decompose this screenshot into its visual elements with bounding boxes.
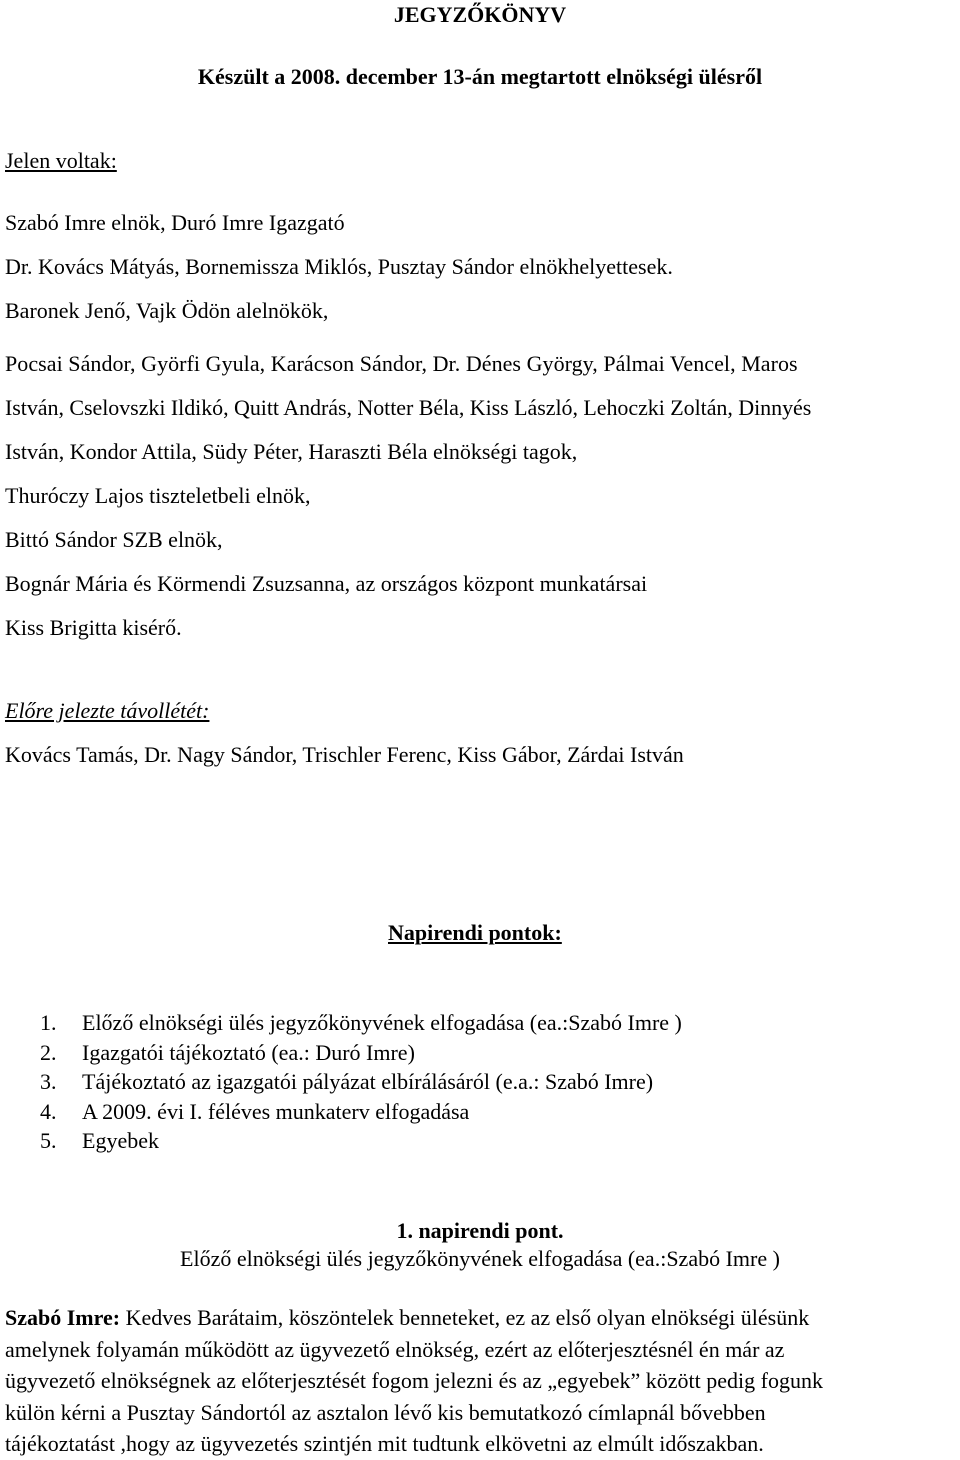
present-line: Thuróczy Lajos tiszteletbeli elnök, xyxy=(5,483,311,508)
present-line: Baronek Jenő, Vajk Ödön alelnökök, xyxy=(5,298,329,323)
agenda-item-text: Egyebek xyxy=(82,1128,159,1153)
agenda-item-number: 5. xyxy=(40,1128,57,1153)
minutes-paragraph xyxy=(5,1302,955,1460)
present-label: Jelen voltak: xyxy=(5,148,117,173)
agenda-point-subtitle: Előző elnökségi ülés jegyzőkönyvének elfogadása (ea.:Szabó Imre ) xyxy=(180,1246,780,1271)
present-line: Pocsai Sándor, Györfi Gyula, Karácson Sándor, Dr. Dénes György, Pálmai Vencel, Maros xyxy=(5,351,798,376)
paragraph-line: külön kérni a Pusztay Sándortól az asztalon lévő kis bemutatkozó címlapnál bővebben xyxy=(5,1399,766,1425)
agenda-item-number: 4. xyxy=(40,1098,57,1124)
paragraph-text: Kedves Barátaim, köszöntelek benneteket, ez az első olyan elnökségi ülésünk xyxy=(120,1305,810,1330)
absent-list: Kovács Tamás, Dr. Nagy Sándor, Trischler Ferenc, Kiss Gábor, Zárdai István xyxy=(5,742,684,767)
agenda-item-number: 1. xyxy=(40,1010,57,1035)
absent-label: Előre jelezte távollétét: xyxy=(5,698,210,723)
agenda-item-text: Igazgatói tájékoztató (ea.: Duró Imre) xyxy=(82,1039,415,1065)
present-line: Bittó Sándor SZB elnök, xyxy=(5,527,223,552)
paragraph-line: tájékoztatást ,hogy az ügyvezetés szintjén mit tudtunk elkövetni az elmúlt időszakban. xyxy=(5,1431,764,1456)
agenda-item xyxy=(40,1067,682,1097)
agenda-item-text: A 2009. évi I. féléves munkaterv elfogadása xyxy=(82,1098,470,1124)
document-subtitle: Készült a 2008. december 13-án megtartott elnökségi ülésről xyxy=(197,64,763,89)
agenda-point-title: 1. napirendi pont. xyxy=(396,1218,564,1243)
paragraph-line: ügyvezető elnökségnek az előterjesztését fogom jelezni és az „egyebek” között pedig fogunk xyxy=(5,1368,823,1393)
present-line: István, Cselovszki Ildikó, Quitt András, Notter Béla, Kiss László, Lehoczki Zoltán, Dinnyés xyxy=(5,395,812,420)
agenda-item-number: 3. xyxy=(40,1069,57,1094)
document-title: JEGYZŐKÖNYV xyxy=(393,2,567,27)
agenda-item xyxy=(40,1008,682,1038)
agenda-item-number: 2. xyxy=(40,1039,57,1065)
speaker-name: Szabó Imre: xyxy=(5,1305,121,1330)
agenda-title: Napirendi pontok: xyxy=(388,920,562,945)
paragraph-line xyxy=(5,1302,955,1334)
agenda-item-text: Előző elnökségi ülés jegyzőkönyvének elfogadása (ea.:Szabó Imre ) xyxy=(82,1010,682,1035)
paragraph-line: amelynek folyamán működött az ügyvezető elnökség, ezért az előterjesztésnél én már az xyxy=(5,1336,785,1362)
agenda-item-text: Tájékoztató az igazgatói pályázat elbírálásáról (e.a.: Szabó Imre) xyxy=(82,1069,654,1094)
agenda-item xyxy=(40,1126,682,1156)
agenda-item xyxy=(40,1097,682,1127)
present-line: Szabó Imre elnök, Duró Imre Igazgató xyxy=(5,210,345,235)
present-line: Bognár Mária és Körmendi Zsuzsanna, az országos központ munkatársai xyxy=(5,571,648,596)
agenda-list xyxy=(40,1008,682,1156)
present-line: Dr. Kovács Mátyás, Bornemissza Miklós, Pusztay Sándor elnökhelyettesek. xyxy=(5,254,673,279)
present-members-block xyxy=(5,342,960,650)
present-line: Kiss Brigitta kisérő. xyxy=(5,615,182,640)
agenda-item xyxy=(40,1038,682,1068)
present-line: István, Kondor Attila, Südy Péter, Haraszti Béla elnökségi tagok, xyxy=(5,439,578,464)
